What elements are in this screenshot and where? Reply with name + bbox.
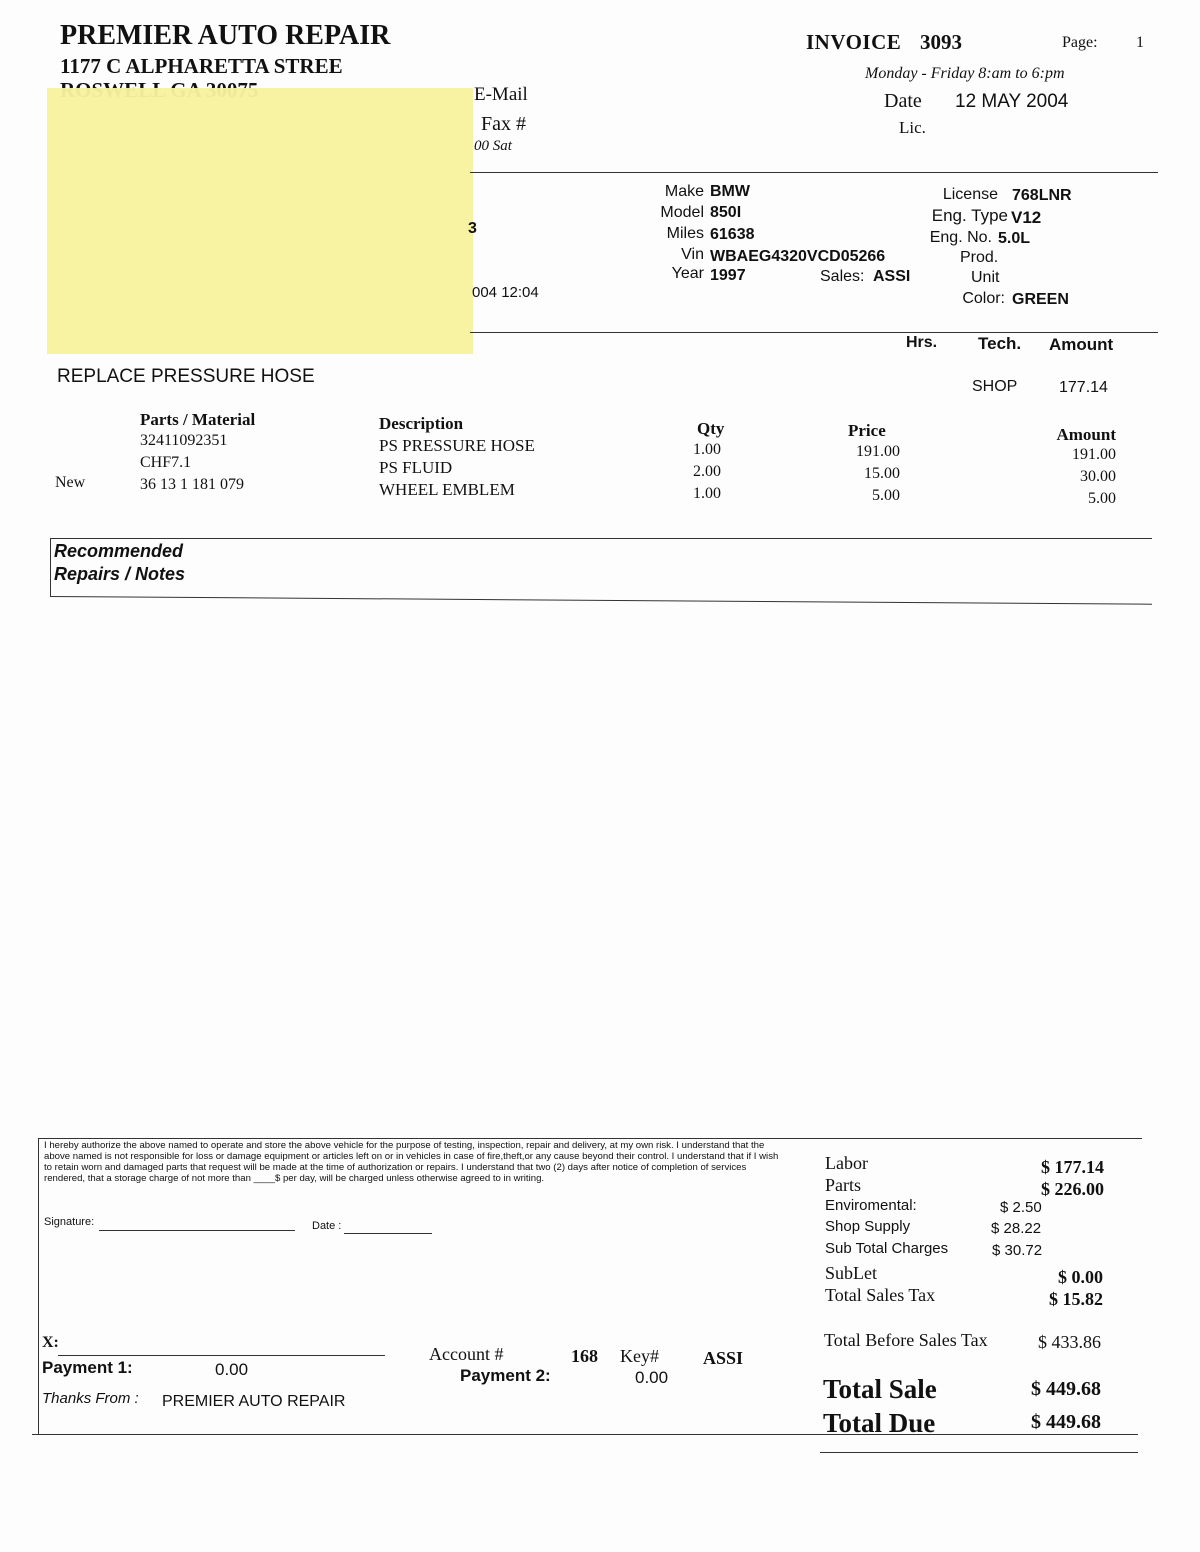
enviromental-label: Enviromental:: [825, 1197, 917, 1214]
footer-top-rule: [38, 1138, 1142, 1139]
header-divider: [470, 172, 1158, 173]
sublet-label: SubLet: [825, 1263, 877, 1283]
signature-label: Signature:: [44, 1216, 95, 1228]
parts-header-description: Description: [379, 414, 464, 433]
date-sign-label: Date :: [312, 1220, 342, 1232]
parts-header-qty: Qty: [697, 419, 725, 438]
labor-total-label: Labor: [825, 1153, 868, 1173]
invoice-number: 3093: [920, 30, 962, 54]
parts-total-label: Parts: [825, 1175, 861, 1195]
part-description: WHEEL EMBLEM: [379, 480, 515, 499]
shop-supply-label: Shop Supply: [825, 1218, 911, 1235]
shop-address: 1177 C ALPHARETTA STREE: [60, 54, 343, 78]
parts-header-price: Price: [848, 421, 886, 440]
notes-title-line1: Recommended: [54, 541, 184, 561]
before-tax-value: $ 433.86: [1038, 1332, 1101, 1352]
account-number: 168: [571, 1346, 598, 1366]
labor-total-value: $ 177.14: [1041, 1157, 1104, 1177]
job-tech: SHOP: [972, 378, 1018, 395]
date-sign-line[interactable]: [344, 1233, 432, 1234]
thanks-value: PREMIER AUTO REPAIR: [162, 1393, 346, 1410]
hrs-header: Hrs.: [906, 334, 938, 351]
part-number: CHF7.1: [140, 454, 192, 471]
notes-left-rule: [50, 538, 51, 596]
parts-total-value: $ 226.00: [1041, 1179, 1104, 1199]
before-tax-label: Total Before Sales Tax: [824, 1330, 988, 1350]
notes-bottom-rule: [50, 596, 1152, 605]
part-amount: 5.00: [1088, 490, 1116, 507]
make-label: Make: [664, 183, 704, 200]
payment2-value: 0.00: [635, 1368, 669, 1387]
total-sale-value: $ 449.68: [1031, 1378, 1101, 1400]
account-label: Account #: [429, 1344, 504, 1364]
part-price: 5.00: [872, 487, 900, 504]
sublet-value: $ 0.00: [1058, 1267, 1103, 1287]
parts-header-amount: Amount: [1056, 425, 1116, 444]
signature-line[interactable]: [99, 1230, 295, 1231]
part-amount: 191.00: [1072, 446, 1116, 463]
part-new-flag: New: [55, 474, 86, 491]
date-label: Date: [884, 90, 922, 112]
job-description: REPLACE PRESSURE HOSE: [57, 366, 315, 387]
part-price: 191.00: [856, 443, 900, 460]
subtotal-label: Sub Total Charges: [825, 1240, 949, 1257]
part-qty: 2.00: [693, 463, 721, 480]
key-value: ASSI: [703, 1348, 744, 1368]
vehicle-eng-no: 5.0L: [998, 230, 1031, 247]
lic-label: Lic.: [899, 118, 926, 137]
page-number: 1: [1136, 34, 1144, 51]
part-description: PS PRESSURE HOSE: [379, 436, 535, 455]
footer-left-rule: [38, 1138, 39, 1434]
vin-label: Vin: [681, 246, 704, 263]
prod-label: Prod.: [960, 249, 999, 266]
total-due-value: $ 449.68: [1031, 1411, 1101, 1433]
invoice-date: 12 MAY 2004: [955, 91, 1069, 112]
payment2-label: Payment 2:: [460, 1366, 551, 1385]
sales-tax-label: Total Sales Tax: [825, 1285, 936, 1305]
part-description: PS FLUID: [379, 458, 453, 477]
subtotal-value: $ 30.72: [992, 1242, 1043, 1259]
eng-type-label: Eng. Type: [931, 206, 1008, 225]
x-label: X:: [42, 1334, 59, 1351]
email-label: E-Mail: [474, 84, 528, 105]
fax-label: Fax #: [481, 113, 526, 135]
shop-name: PREMIER AUTO REPAIR: [60, 20, 391, 51]
color-label: Color:: [962, 290, 1005, 307]
enviromental-value: $ 2.50: [1000, 1199, 1042, 1216]
tech-header: Tech.: [978, 334, 1022, 353]
part-number: 32411092351: [140, 432, 228, 449]
payment1-label: Payment 1:: [42, 1358, 133, 1377]
customer-fragment-digit: 3: [468, 220, 477, 237]
vehicle-divider: [470, 332, 1158, 333]
x-signature-line[interactable]: [58, 1355, 385, 1356]
license-label: License: [942, 186, 998, 203]
notes-title-line2: Repairs / Notes: [54, 564, 186, 584]
vehicle-year: 1997: [710, 267, 746, 284]
vehicle-miles: 61638: [710, 226, 755, 243]
shop-supply-value: $ 28.22: [991, 1220, 1042, 1237]
unit-label: Unit: [971, 269, 1000, 286]
sales-person: ASSI: [873, 268, 911, 285]
key-label: Key#: [620, 1346, 659, 1366]
vehicle-make: BMW: [710, 183, 750, 200]
customer-fragment-datetime: 004 12:04: [472, 284, 539, 301]
vehicle-eng-type: V12: [1011, 208, 1042, 227]
page-label: Page:: [1062, 34, 1098, 51]
sales-label: Sales:: [820, 268, 865, 285]
job-amount: 177.14: [1059, 379, 1108, 396]
part-qty: 1.00: [693, 441, 721, 458]
parts-header-part: Parts / Material: [140, 410, 256, 429]
part-number: 36 13 1 181 079: [140, 476, 244, 493]
invoice-title: INVOICE: [806, 30, 902, 54]
notes-top-rule: [50, 538, 1152, 539]
payment1-value: 0.00: [215, 1360, 249, 1379]
total-due-label: Total Due: [823, 1408, 936, 1438]
business-hours: Monday - Friday 8:am to 6:pm: [865, 65, 1065, 82]
part-qty: 1.00: [693, 485, 721, 502]
miles-label: Miles: [666, 225, 704, 242]
part-price: 15.00: [864, 465, 900, 482]
part-amount: 30.00: [1080, 468, 1116, 485]
model-label: Model: [660, 204, 704, 221]
footer-bottom-rule: [32, 1434, 1138, 1435]
totals-bottom-rule: [820, 1452, 1138, 1453]
vehicle-vin: WBAEG4320VCD05266: [710, 248, 886, 265]
vehicle-license: 768LNR: [1012, 187, 1072, 204]
year-label: Year: [671, 265, 704, 282]
sticky-note: [47, 88, 473, 354]
sales-tax-value: $ 15.82: [1049, 1289, 1103, 1309]
vehicle-model: 850I: [710, 204, 742, 221]
thanks-label: Thanks From :: [42, 1390, 139, 1407]
total-sale-label: Total Sale: [823, 1374, 937, 1404]
vehicle-color: GREEN: [1012, 291, 1069, 308]
hours-fragment: 00 Sat: [474, 138, 512, 154]
eng-no-label: Eng. No.: [929, 229, 992, 246]
amount-header: Amount: [1049, 335, 1114, 354]
authorization-text: I hereby authorize the above named to operate and store the above vehicle for the purpose of testing, inspection, repair and delivery, at my own risk. I understand that the above named is not responsible for loss or damage equipment or articles left on or in vehicles in case of fire,theft,or any cause beyond their control. I understand that if I wish to retain worn and damaged parts that request will be made at the time of authorization or repairs. I understand that two (2) days after notice of completion of services rendered, that a storage charge of not more than ____$ per day, will be charged unless otherwise agreed to in writing.: [44, 1140, 779, 1184]
